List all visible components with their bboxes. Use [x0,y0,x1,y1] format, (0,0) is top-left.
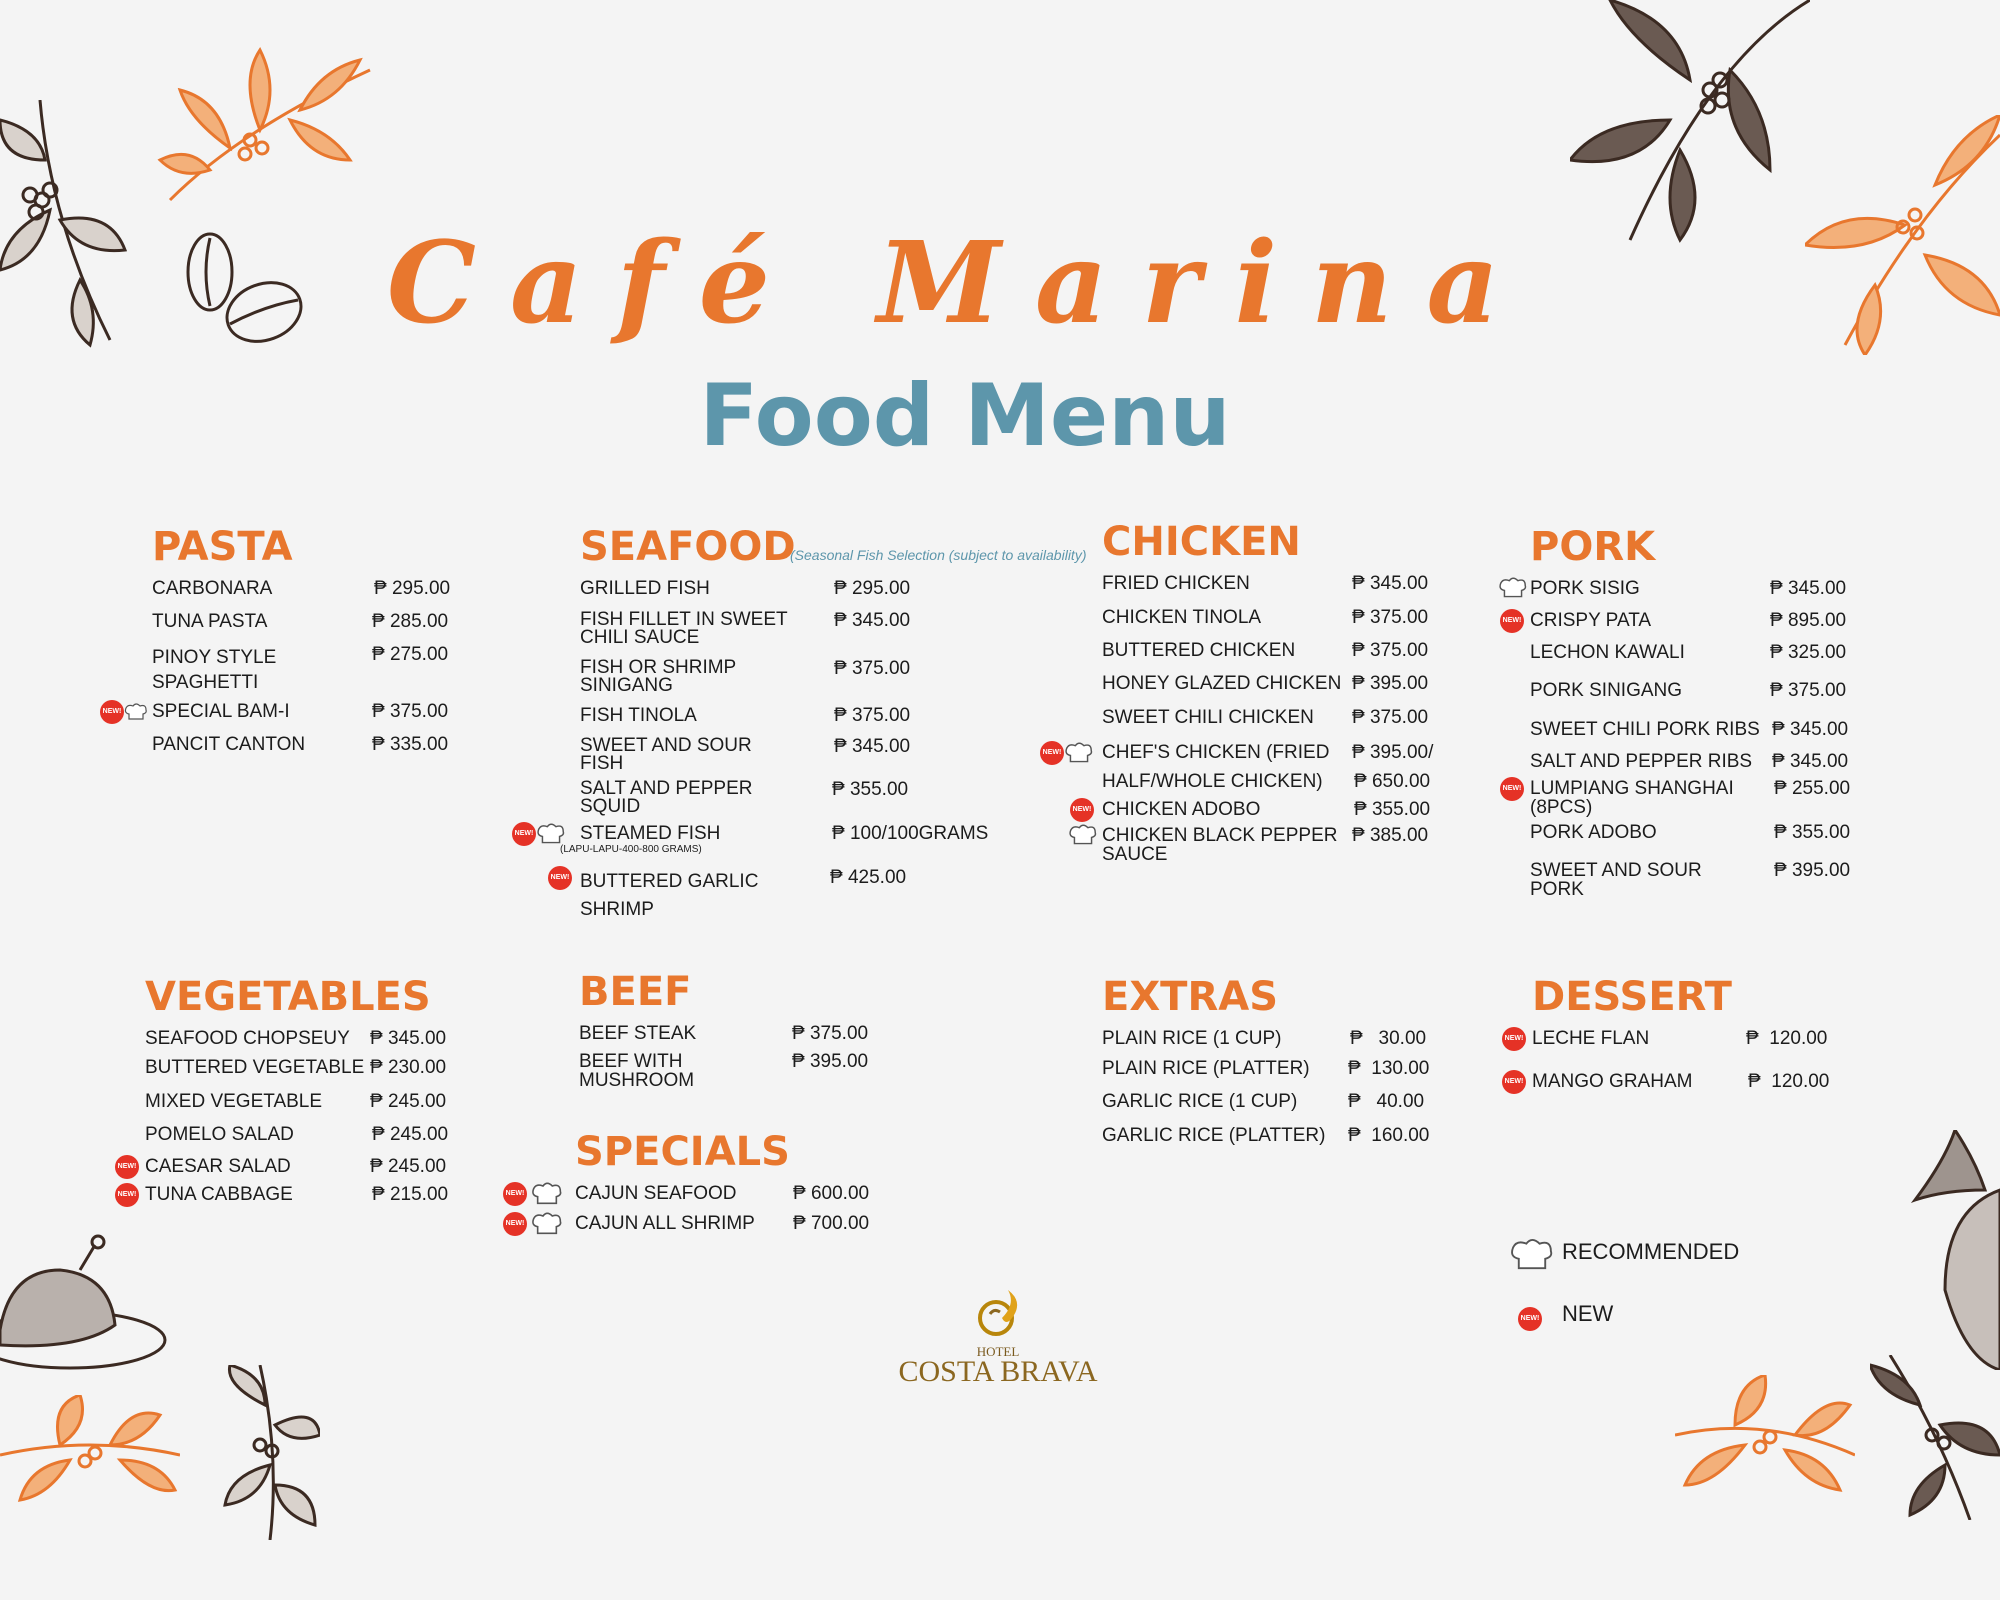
menu-item [1530,720,1910,752]
menu-item [1102,1126,1462,1156]
item-price: ₱ 30.00 [1350,1028,1427,1049]
item-price: ₱ 395.00 [1774,860,1851,881]
menu-item [514,823,1040,868]
item-name: POMELO SALAD [145,1124,294,1145]
item-name: FISH OR SHRIMP SINIGANG [580,657,736,696]
pasta-section [102,524,472,768]
item-price: ₱ 600.00 [793,1183,870,1204]
currency-symbol: ₱ [1770,578,1783,599]
logo-hotel-text: HOTEL [976,1344,1020,1359]
vegetables-section [117,974,485,1213]
legend-recommended-label: RECOMMENDED [1562,1239,1740,1264]
new-badge: NEW! [1502,1027,1526,1051]
item-price: ₱ 355.00 [1774,822,1851,843]
currency-symbol: ₱ [370,1156,383,1177]
menu-item [1530,823,1910,861]
menu-item [117,1156,485,1185]
new-badge: NEW! [503,1182,527,1206]
currency-symbol: ₱ [1354,799,1367,820]
item-name: BUTTERED VEGETABLE [145,1057,365,1078]
item-price: ₱ 295.00 [374,578,451,599]
currency-symbol: ₱ [1352,573,1365,594]
menu-item [579,1052,899,1092]
currency-symbol: ₱ [374,578,387,599]
menu-item [1530,681,1910,720]
chef-hat-icon [124,703,148,721]
currency-symbol: ₱ [372,701,385,722]
menu-item [1102,826,1502,866]
item-price: ₱ 375.00 [372,701,449,722]
item-name: PANCIT CANTON [152,734,306,755]
item-name: TUNA PASTA [152,611,268,632]
currency-symbol: ₱ [1746,1028,1759,1049]
currency-symbol: ₱ [1348,1058,1361,1079]
currency-symbol: ₱ [1774,822,1787,843]
item-badges [1498,577,1528,599]
section-title: CHICKEN [1102,519,1301,565]
item-name: CRISPY PATA [1530,610,1652,631]
menu-item [1102,1059,1462,1092]
item-name: LUMPIANG SHANGHAI (8PCS) [1530,778,1734,818]
currency-symbol: ₱ [834,736,847,757]
item-badges [503,1212,567,1236]
item-price: ₱ 345.00 [1772,751,1849,772]
dark-coffee-branch-bottom-left-illustration [220,1365,320,1540]
item-name: FISH FILLET IN SWEET CHILI SAUCE [580,609,788,648]
menu-item [1102,574,1502,608]
new-badge: NEW! [1518,1307,1542,1331]
menu-subtitle: Food Menu [699,366,1231,466]
menu-item [580,659,1040,706]
chef-hat-icon [527,1182,567,1206]
currency-symbol: ₱ [1348,1091,1361,1112]
item-price: ₱ 375.00 [1352,707,1429,728]
item-name: SWEET AND SOUR PORK [1530,860,1702,900]
item-price: ₱ 650.00 [1354,771,1431,792]
item-price: ₱ 120.00 [1746,1028,1828,1049]
item-name: LECHON KAWALI [1530,642,1685,663]
menu-item [1102,641,1502,674]
currency-symbol: ₱ [372,734,385,755]
new-badge: NEW! [512,822,536,846]
menu-item [1502,778,1910,823]
menu-item [550,867,1040,920]
currency-symbol: ₱ [792,1051,805,1072]
item-subnote: (LAPU-LAPU-400-800 GRAMS) [560,844,702,855]
legend-new-label: NEW [1562,1301,1614,1326]
new-badge: NEW! [1040,741,1064,765]
item-name: MANGO GRAHAM [1532,1071,1693,1092]
new-badge: NEW! [1070,798,1094,822]
item-price: ₱ 230.00 [370,1057,447,1078]
seafood-section [514,524,1087,920]
menu-item [1504,1071,1872,1102]
item-name: CAJUN ALL SHRIMP [575,1213,755,1234]
item-badges [1502,1070,1526,1094]
item-badges [512,822,566,846]
item-price: ₱ 130.00 [1348,1058,1430,1079]
item-badges [1040,741,1094,765]
item-price: ₱ 700.00 [793,1213,870,1234]
roast-chicken-plate-illustration [0,1230,170,1380]
menu-item [1530,579,1910,611]
menu-item [1504,1028,1872,1072]
currency-symbol: ₱ [1774,860,1787,881]
currency-symbol: ₱ [370,1057,383,1078]
currency-symbol: ₱ [1772,751,1785,772]
menu-item [580,706,1040,737]
legend-recommended [1506,1234,1739,1270]
dessert-section [1504,974,1872,1102]
item-name: CHICKEN ADOBO [1102,799,1261,820]
item-name: GRILLED FISH [580,578,710,599]
item-name: SWEET CHILI CHICKEN [1102,707,1314,728]
item-badges [100,700,148,724]
currency-symbol: ₱ [1354,771,1367,792]
logo-brand-text: COSTA BRAVA [898,1355,1098,1388]
chicken-section [1042,519,1502,866]
item-name: CHEF'S CHICKEN (FRIED [1102,742,1330,763]
item-name: STEAMED FISH (LAPU-LAPU-400-800 GRAMS) [560,823,721,855]
menu-item [580,611,1040,659]
item-name: MIXED VEGETABLE [145,1091,323,1112]
currency-symbol: ₱ [1352,640,1365,661]
item-name: BUTTERED GARLIC SHRIMP [580,871,759,920]
menu-item [145,1029,485,1058]
item-price: ₱ 120.00 [1748,1071,1830,1092]
item-name: PINOY STYLE SPAGHETTI [152,647,277,693]
item-price: ₱ 215.00 [372,1184,449,1205]
currency-symbol: ₱ [834,610,847,631]
menu-item [505,1183,915,1214]
item-name: CAESAR SALAD [145,1156,291,1177]
currency-symbol: ₱ [1770,680,1783,701]
new-badge: NEW! [100,700,124,724]
item-badges [1500,609,1524,633]
menu-item [102,701,472,735]
section-title: DESSERT [1532,974,1732,1020]
item-price: ₱ 295.00 [834,578,911,599]
orange-coffee-branch-illustration [150,30,380,210]
currency-symbol: ₱ [834,658,847,679]
item-badges [1068,824,1098,846]
new-badge: NEW! [1500,609,1524,633]
menu-item [1042,742,1502,772]
beef-section [579,969,899,1092]
item-badges [503,1182,567,1206]
fish-illustration [1905,1130,2000,1370]
seasonal-note: (Seasonal Fish Selection (subject to availability) [790,547,1087,563]
dark-coffee-branch-bottom-right-illustration [1870,1355,2000,1520]
item-price: ₱ 275.00 [372,644,449,665]
menu-item [1102,772,1502,800]
item-badges [1070,798,1094,822]
menu-item [1502,610,1910,643]
chef-hat-icon [1068,824,1098,846]
menu-item [1102,1092,1462,1126]
item-name: BEEF STEAK [579,1023,697,1044]
currency-symbol: ₱ [1748,1071,1761,1092]
menu-item [1530,643,1910,681]
menu-item [1530,861,1910,901]
item-name: LECHE FLAN [1532,1028,1650,1049]
currency-symbol: ₱ [793,1183,806,1204]
item-name: FRIED CHICKEN [1102,573,1250,594]
currency-symbol: ₱ [792,1023,805,1044]
section-title: BEEF [579,969,692,1015]
item-price: ₱ 345.00 [834,736,911,757]
currency-symbol: ₱ [1774,778,1787,799]
currency-symbol: ₱ [372,611,385,632]
menu-item [1102,674,1502,708]
section-title: PORK [1530,524,1656,570]
item-name: SPECIAL BAM-I [152,701,290,722]
currency-symbol: ₱ [1352,742,1365,763]
item-price: ₱ 375.00 [1770,680,1847,701]
currency-symbol: ₱ [1352,673,1365,694]
menu-item [579,1024,899,1052]
item-name: SEAFOOD CHOPSEUY [145,1028,350,1049]
orange-coffee-branch-bottom-left-illustration [0,1395,180,1505]
currency-symbol: ₱ [830,867,843,888]
item-name: PORK ADOBO [1530,822,1657,843]
item-price: ₱ 245.00 [370,1091,447,1112]
menu-item [152,735,472,768]
new-badge: NEW! [115,1183,139,1207]
section-title: PASTA [152,524,293,570]
currency-symbol: ₱ [834,578,847,599]
item-price: ₱ 285.00 [372,611,449,632]
hotel-costa-brava-logo [898,1288,1098,1398]
new-badge: NEW! [1502,1070,1526,1094]
section-title: SPECIALS [575,1129,790,1175]
item-badges [115,1183,139,1207]
currency-symbol: ₱ [834,705,847,726]
item-price: ₱ 355.00 [832,779,909,800]
item-name: FISH TINOLA [580,705,697,726]
currency-symbol: ₱ [793,1213,806,1234]
new-badge: NEW! [115,1155,139,1179]
new-badge: NEW! [548,866,572,890]
item-name: TUNA CABBAGE [145,1184,293,1205]
item-price: ₱ 375.00 [1352,640,1429,661]
pork-section [1502,524,1910,901]
item-name: GARLIC RICE (1 CUP) [1102,1091,1298,1112]
menu-item [580,737,1040,780]
extras-section [1102,974,1462,1156]
item-name: HONEY GLAZED CHICKEN [1102,673,1342,694]
menu-item [145,1058,485,1092]
menu-item [1072,799,1502,826]
currency-symbol: ₱ [1770,610,1783,631]
item-price: ₱ 355.00 [1354,799,1431,820]
currency-symbol: ₱ [1352,707,1365,728]
item-name: SWEET CHILI PORK RIBS [1530,719,1760,740]
item-price: ₱ 345.00 [1352,573,1429,594]
item-price: ₱ 245.00 [372,1124,449,1145]
currency-symbol: ₱ [372,644,385,665]
currency-symbol: ₱ [832,779,845,800]
item-price: ₱ 345.00 [834,610,911,631]
chef-hat-icon [1498,577,1528,599]
item-price: ₱ 335.00 [372,734,449,755]
orange-coffee-branch-bottom-right-illustration [1675,1375,1855,1495]
legend-new [1506,1296,1739,1332]
item-name: PLAIN RICE (1 CUP) [1102,1028,1282,1049]
menu-item [152,645,472,702]
item-name: BUTTERED CHICKEN [1102,640,1296,661]
menu-item [117,1184,485,1213]
dark-coffee-branch-top-right-illustration [1570,0,1810,250]
item-price: ₱ 395.00 [1352,673,1429,694]
menu-item [1102,708,1502,743]
item-name: BEEF WITH MUSHROOM [579,1051,695,1091]
chef-hat-icon [527,1212,567,1236]
item-name: CARBONARA [152,578,273,599]
item-price: ₱ 160.00 [1348,1125,1430,1146]
new-badge-icon [1518,1300,1542,1336]
currency-symbol: ₱ [832,823,845,844]
currency-symbol: ₱ [1352,607,1365,628]
item-name: PORK SINIGANG [1530,680,1683,701]
item-name: CHICKEN TINOLA [1102,607,1262,628]
item-price: ₱ 40.00 [1348,1091,1425,1112]
hotel-emblem-icon [968,1288,1028,1338]
item-badges [548,866,572,890]
currency-symbol: ₱ [372,1184,385,1205]
item-badges [1502,1027,1526,1051]
item-name: PORK SISIG [1530,578,1640,599]
item-price: ₱ 395.00/ [1352,742,1434,763]
currency-symbol: ₱ [1772,719,1785,740]
item-price: ₱ 375.00 [792,1023,869,1044]
item-name: SALT AND PEPPER SQUID [580,778,753,817]
menu-item [580,780,1040,824]
currency-symbol: ₱ [370,1028,383,1049]
item-price: ₱ 345.00 [1770,578,1847,599]
item-price: ₱ 895.00 [1770,610,1847,631]
item-name: PLAIN RICE (PLATTER) [1102,1058,1310,1079]
new-badge: NEW! [503,1212,527,1236]
currency-symbol: ₱ [1770,642,1783,663]
currency-symbol: ₱ [1352,825,1365,846]
menu-item [145,1125,485,1157]
chef-hat-icon [1064,742,1094,764]
section-title: SEAFOOD [580,524,796,570]
item-price: ₱ 425.00 [830,867,907,888]
item-price: ₱ 255.00 [1774,778,1851,799]
item-price: ₱ 375.00 [1352,607,1429,628]
menu-item [145,1092,485,1125]
item-price: ₱ 375.00 [834,658,911,679]
specials-section [505,1129,915,1244]
item-price: ₱ 245.00 [370,1156,447,1177]
new-badge: NEW! [1500,777,1524,801]
item-price: ₱ 385.00 [1352,825,1429,846]
chef-hat-icon [1506,1238,1558,1272]
item-name: SWEET AND SOUR FISH [580,735,752,774]
legend [1506,1234,1739,1358]
menu-item [1530,752,1910,779]
currency-symbol: ₱ [1350,1028,1363,1049]
currency-symbol: ₱ [370,1091,383,1112]
menu-item [152,579,472,612]
item-price: ₱ 375.00 [834,705,911,726]
item-name: GARLIC RICE (PLATTER) [1102,1125,1326,1146]
item-badges [115,1155,139,1179]
section-title: VEGETABLES [145,974,431,1020]
item-price: ₱ 395.00 [792,1051,869,1072]
item-name: HALF/WHOLE CHICKEN) [1102,771,1323,792]
item-name: SALT AND PEPPER RIBS [1530,751,1753,772]
currency-symbol: ₱ [1348,1125,1361,1146]
item-price: ₱ 100/100GRAMS [832,823,989,844]
item-price: ₱ 345.00 [370,1028,447,1049]
item-price: ₱ 345.00 [1772,719,1849,740]
menu-item [1102,608,1502,641]
item-name: CAJUN SEAFOOD [575,1183,737,1204]
section-title: EXTRAS [1102,974,1279,1020]
currency-symbol: ₱ [372,1124,385,1145]
chef-hat-icon [536,823,566,845]
cafe-title: Café Marina [386,218,1534,349]
item-badges [1500,777,1524,801]
menu-item [1102,1029,1462,1059]
menu-item [580,579,1040,611]
item-price: ₱ 325.00 [1770,642,1847,663]
menu-item [505,1213,915,1244]
menu-item [152,612,472,645]
item-name: CHICKEN BLACK PEPPER SAUCE [1102,825,1338,865]
